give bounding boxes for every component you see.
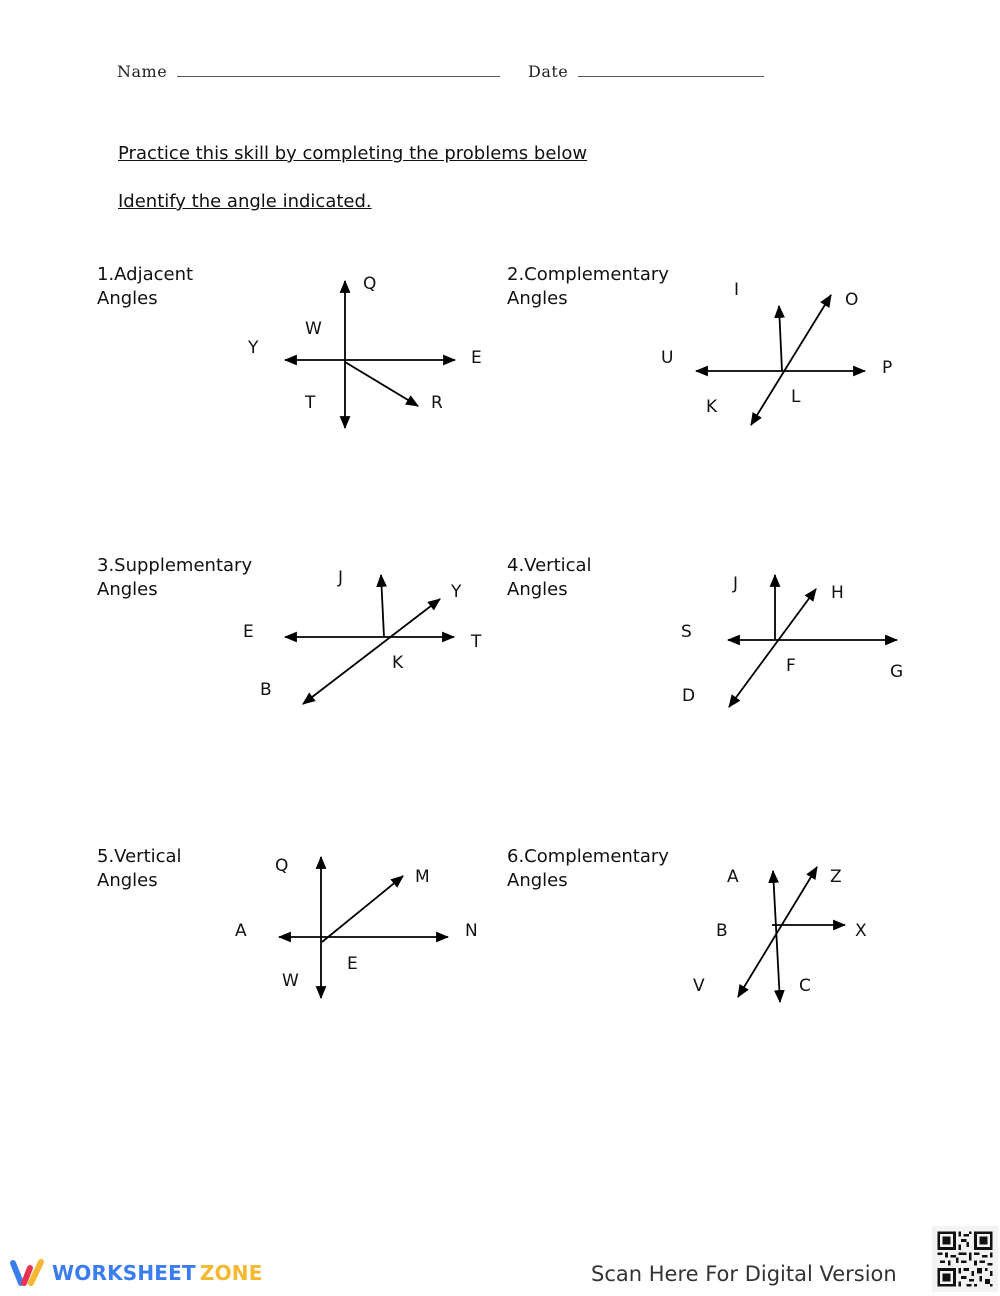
- name-label: Name: [117, 62, 168, 81]
- logo-w-icon: [9, 1258, 47, 1288]
- logo-text-worksheet: WORKSHEET: [52, 1261, 196, 1285]
- label-T: T: [305, 393, 316, 413]
- label-T: T: [471, 632, 482, 652]
- instruction-identify: Identify the angle indicated.: [118, 191, 372, 212]
- label-K: K: [706, 397, 718, 417]
- qr-code[interactable]: [932, 1226, 998, 1292]
- diagram-1-labels: [247, 274, 482, 413]
- label-B: B: [260, 680, 272, 700]
- label-C: C: [799, 976, 811, 996]
- problem-5-title-line1: 5.Vertical: [97, 846, 182, 867]
- problem-3-title-line1: 3.Supplementary: [97, 555, 253, 576]
- label-Q: Q: [275, 856, 289, 876]
- label-E: E: [243, 622, 254, 642]
- label-Q: Q: [363, 274, 377, 294]
- logo-text-zone: ZONE: [199, 1261, 263, 1285]
- label-E: E: [471, 348, 482, 368]
- label-S: S: [681, 622, 692, 642]
- qr-code-icon: [932, 1226, 998, 1292]
- label-W: W: [282, 971, 299, 991]
- label-J: J: [733, 574, 739, 594]
- problem-6-title-line1: 6.Complementary: [507, 846, 669, 867]
- problem-3-title-line2: Angles: [97, 579, 158, 600]
- instruction-practice: Practice this skill by completing the problems below: [118, 143, 588, 164]
- problem-6-title-line2: Angles: [507, 870, 568, 891]
- problem-5-title-line2: Angles: [97, 870, 158, 891]
- label-Z: Z: [830, 867, 842, 887]
- label-E: E: [347, 954, 358, 974]
- problem-2-title-line2: Angles: [507, 288, 568, 309]
- label-U: U: [661, 348, 674, 368]
- diagram-5-labels: [235, 856, 478, 991]
- label-A: A: [727, 867, 739, 887]
- label-L: L: [791, 387, 801, 407]
- diagram-3-supplementary: [285, 575, 454, 704]
- label-G: G: [890, 662, 904, 682]
- label-J: J: [338, 568, 344, 588]
- scan-here-text: Scan Here For Digital Version: [591, 1262, 897, 1286]
- label-I: I: [734, 280, 740, 300]
- worksheetzone-logo[interactable]: [9, 1258, 263, 1288]
- problem-2-title-line1: 2.Complementary: [507, 264, 669, 285]
- diagram-3-labels: [243, 568, 482, 700]
- label-O: O: [845, 290, 859, 310]
- problem-4-title-line1: 4.Vertical: [507, 555, 592, 576]
- label-F: F: [786, 656, 796, 676]
- label-M: M: [415, 867, 430, 887]
- label-P: P: [882, 358, 893, 378]
- label-V: V: [693, 976, 705, 996]
- label-R: R: [431, 393, 443, 413]
- label-Y: Y: [451, 582, 462, 602]
- label-B: B: [716, 921, 728, 941]
- diagram-2-complementary: [696, 295, 865, 425]
- label-K: K: [392, 653, 404, 673]
- problem-4-title-line2: Angles: [507, 579, 568, 600]
- label-X: X: [855, 921, 867, 941]
- diagram-2-labels: [661, 280, 892, 417]
- label-W: W: [305, 319, 322, 339]
- problem-1-title-line2: Angles: [97, 288, 158, 309]
- label-Y: Y: [248, 338, 259, 358]
- label-A: A: [235, 921, 247, 941]
- date-label: Date: [528, 62, 569, 81]
- label-H: H: [831, 583, 844, 603]
- diagram-4-vertical: [728, 575, 897, 707]
- diagram-6-labels: [693, 867, 867, 996]
- label-D: D: [682, 686, 696, 706]
- diagram-6-complementary: [738, 867, 845, 1002]
- problem-1-title-line1: 1.Adjacent: [97, 264, 194, 285]
- label-N: N: [465, 921, 478, 941]
